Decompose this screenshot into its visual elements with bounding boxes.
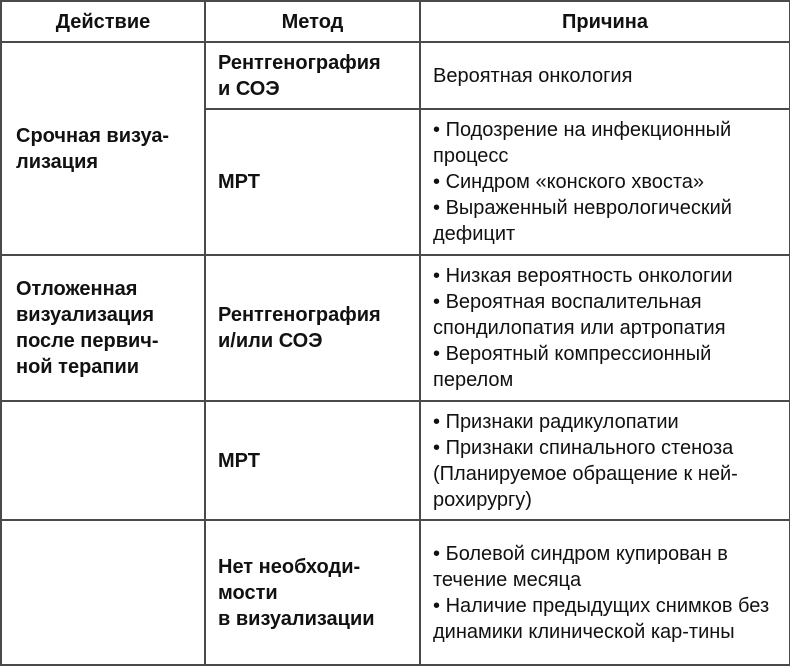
method-text-line: Нет необходи- [218,555,361,578]
method-cell [205,42,420,109]
reason-text: Вероятная онкология [433,64,633,87]
reason-bullet: • Подозрение на инфекционный процесс [433,117,781,169]
method-text-line: мости [218,581,278,604]
header-method: Метод [205,1,420,42]
reason-cell [420,109,790,255]
action-text-line: ной терапии [16,356,140,378]
action-text-line: визуализация [16,304,155,326]
action-text-line: Отложенная [16,278,138,300]
table-row [1,401,790,520]
action-text-line: Срочная визуа- [16,124,170,147]
method-cell: МРТ [205,401,420,520]
header-reason: Причина [420,1,790,42]
reason-note: (Планируемое обращение к ней-рохирургу) [433,462,738,511]
method-text-line: и/или СОЭ [218,330,323,352]
method-cell: МРТ [205,109,420,255]
table-row [1,255,790,401]
action-text-line: после первич- [16,330,159,352]
method-text-line: Рентгенография [218,304,381,326]
action-cell-empty [1,520,205,665]
reason-cell [420,401,790,520]
reason-bullet: • Болевой синдром купирован в течение месяца [433,541,781,593]
reason-bullet: • Низкая вероятность онкологии [433,263,781,289]
table-row [1,42,790,109]
method-cell [205,255,420,401]
method-text-line: Рентгенография [218,51,381,74]
action-cell-delayed [1,255,205,401]
action-cell-urgent [1,42,205,255]
method-cell [205,520,420,665]
reason-cell [420,520,790,665]
method-text-line: в визуализации [218,607,375,630]
header-row [1,1,790,42]
reason-cell [420,255,790,401]
reason-bullet: • Вероятная воспалительная спондилопатия или артропатия [433,289,781,341]
action-text-line: лизация [16,150,99,173]
reason-bullet: • Наличие предыдущих снимков без динамики клинической кар-тины [433,593,781,645]
reason-bullet: • Выраженный неврологический дефицит [433,195,781,247]
reason-cell [420,42,790,109]
reason-bullet: • Синдром «конского хвоста» [433,169,781,195]
header-action: Действие [1,1,205,42]
method-text-line: и СОЭ [218,77,280,100]
reason-bullet: • Признаки спинального стеноза [433,435,781,461]
reason-bullet: • Вероятный компрессионный перелом [433,341,781,393]
reason-bullet: • Признаки радикулопатии [433,409,781,435]
table-row [1,520,790,665]
action-cell-empty [1,401,205,520]
